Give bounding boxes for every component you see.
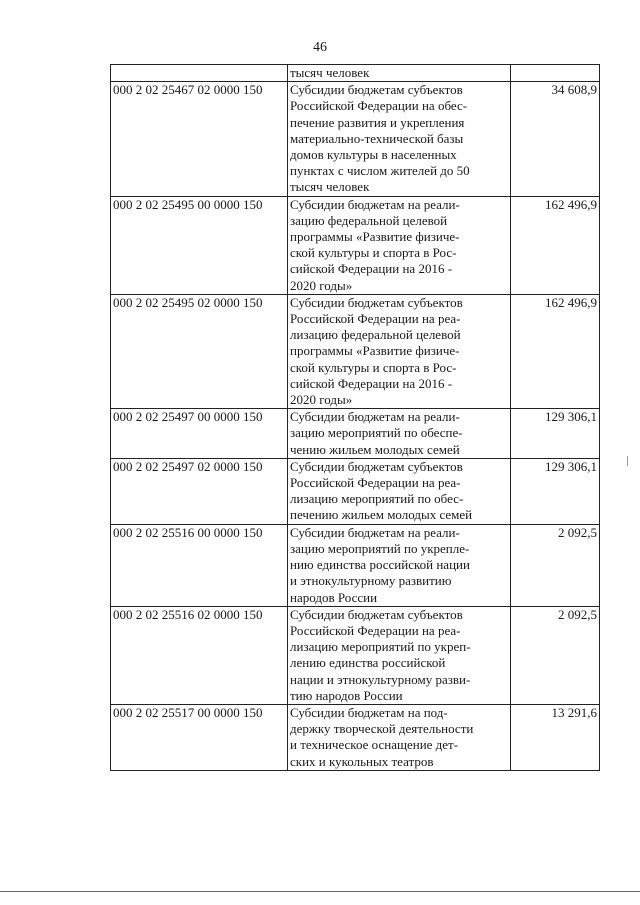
description-line: зацию мероприятий по обеспе- <box>290 425 463 441</box>
amount-cell <box>511 65 600 82</box>
budget-code-cell <box>111 65 288 82</box>
budget-code-cell: 000 2 02 25495 02 0000 150 <box>111 294 288 408</box>
description-line: пунктах с числом жителей до 50 <box>290 163 470 179</box>
amount-cell: 162 496,9 <box>511 294 600 408</box>
description-cell <box>288 82 511 196</box>
description-line: лизацию федеральной целевой <box>290 327 461 343</box>
table-row <box>111 294 600 408</box>
description-line: ских и кукольных театров <box>290 753 434 769</box>
description-cell <box>288 458 511 524</box>
amount-cell: 13 291,6 <box>511 704 600 770</box>
description-line: Субсидии бюджетам на реали- <box>290 409 460 425</box>
description-line: Субсидии бюджетам субъектов <box>290 606 463 622</box>
description-line: печению жильем молодых семей <box>290 507 473 523</box>
description-line: Субсидии бюджетам субъектов <box>290 82 463 98</box>
amount-cell: 129 306,1 <box>511 409 600 459</box>
description-cell <box>288 704 511 770</box>
description-line: и техническое оснащение дет- <box>290 737 459 753</box>
description-line: лению единства российской <box>290 655 446 671</box>
description-line: Российской Федерации на реа- <box>290 622 461 638</box>
description-line: тысяч человек <box>290 179 370 195</box>
description-line: Субсидии бюджетам субъектов <box>290 458 463 474</box>
table-row <box>111 524 600 606</box>
description-line: программы «Развитие физиче- <box>290 229 460 245</box>
description-line: 2020 годы» <box>290 392 353 408</box>
amount-cell: 34 608,9 <box>511 82 600 196</box>
budget-code-cell: 000 2 02 25516 00 0000 150 <box>111 524 288 606</box>
description-line: нации и этнокультурному разви- <box>290 671 471 687</box>
amount-cell: 2 092,5 <box>511 606 600 704</box>
amount-cell: 129 306,1 <box>511 458 600 524</box>
budget-code-cell: 000 2 02 25467 02 0000 150 <box>111 82 288 196</box>
description-line: тию народов России <box>290 687 403 703</box>
table-row <box>111 82 600 196</box>
description-line: 2020 годы» <box>290 277 353 293</box>
description-line: печение развития и укрепления <box>290 114 465 130</box>
budget-code-cell: 000 2 02 25517 00 0000 150 <box>111 704 288 770</box>
budget-table <box>110 64 600 771</box>
description-line: Субсидии бюджетам на реали- <box>290 524 460 540</box>
description-line: Российской Федерации на реа- <box>290 311 461 327</box>
description-line: нию единства российской нации <box>290 557 470 573</box>
description-line: сийской Федерации на 2016 - <box>290 375 453 391</box>
table-row <box>111 458 600 524</box>
description-line: Субсидии бюджетам субъектов <box>290 294 463 310</box>
description-line: народов России <box>290 589 378 605</box>
table-row <box>111 606 600 704</box>
description-line: материально-технической базы <box>290 130 464 146</box>
table-row <box>111 196 600 294</box>
description-line: зацию федеральной целевой <box>290 212 448 228</box>
description-cell <box>288 196 511 294</box>
description-line: и этнокультурному развитию <box>290 573 452 589</box>
amount-cell: 162 496,9 <box>511 196 600 294</box>
description-cell <box>288 294 511 408</box>
description-line: сийской Федерации на 2016 - <box>290 261 453 277</box>
table-row <box>111 704 600 770</box>
description-line: Российской Федерации на реа- <box>290 475 461 491</box>
description-line: ской культуры и спорта в Рос- <box>290 359 457 375</box>
bottom-rule <box>0 891 640 892</box>
scan-mark <box>627 456 628 466</box>
description-line: чению жильем молодых семей <box>290 441 460 457</box>
description-line: программы «Развитие физиче- <box>290 343 460 359</box>
description-cell <box>288 65 511 82</box>
page-number: 46 <box>313 40 327 55</box>
description-line: домов культуры в населенных <box>290 147 457 163</box>
description-line: Субсидии бюджетам на реали- <box>290 196 460 212</box>
table-row <box>111 65 600 82</box>
description-line: тысяч человек <box>290 65 370 80</box>
budget-code-cell: 000 2 02 25497 02 0000 150 <box>111 458 288 524</box>
budget-code-cell: 000 2 02 25495 00 0000 150 <box>111 196 288 294</box>
budget-code-cell: 000 2 02 25516 02 0000 150 <box>111 606 288 704</box>
budget-table-body <box>111 65 600 771</box>
description-line: Субсидии бюджетам на под- <box>290 704 448 720</box>
description-line: лизацию мероприятий по укреп- <box>290 639 471 655</box>
description-line: зацию мероприятий по укрепле- <box>290 540 470 556</box>
amount-cell: 2 092,5 <box>511 524 600 606</box>
table-row <box>111 409 600 459</box>
description-cell <box>288 606 511 704</box>
budget-code-cell: 000 2 02 25497 00 0000 150 <box>111 409 288 459</box>
description-line: ской культуры и спорта в Рос- <box>290 245 457 261</box>
description-cell <box>288 524 511 606</box>
description-cell <box>288 409 511 459</box>
description-line: держку творческой деятельности <box>290 721 474 737</box>
description-line: Российской Федерации на обес- <box>290 98 468 114</box>
description-line: лизацию мероприятий по обес- <box>290 491 464 507</box>
